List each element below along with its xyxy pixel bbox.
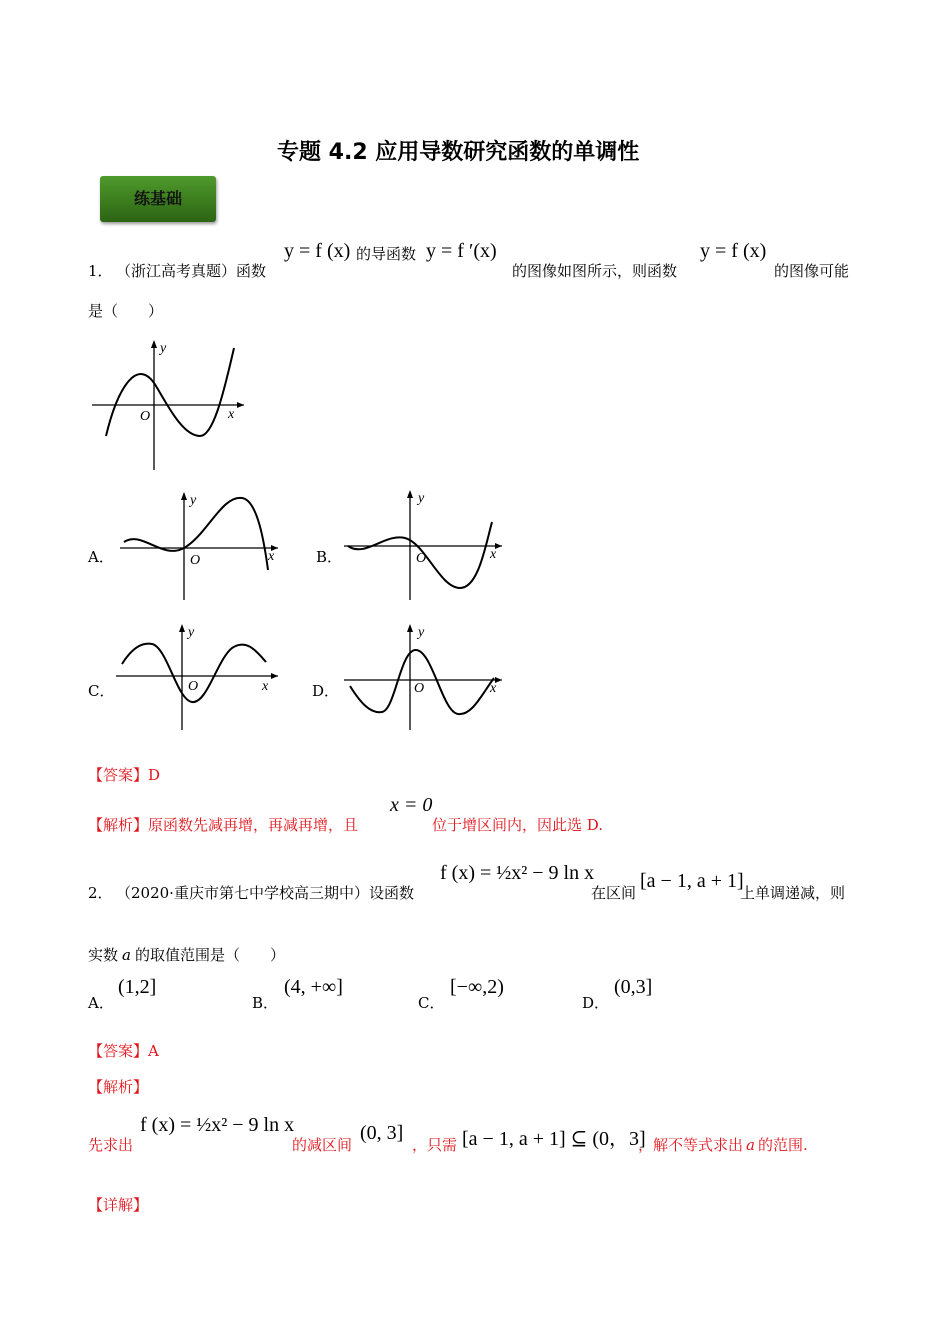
q2-line-2-pre: 实数	[88, 946, 119, 964]
q1-option-d: D．	[312, 682, 340, 700]
q1-source: （浙江高考真题）函数	[116, 262, 267, 280]
q1-mid-1: 的导函数	[356, 245, 417, 263]
q1-number: 1．	[88, 262, 113, 280]
q1-line-2: 是（ ）	[88, 302, 164, 320]
q2-option-c-math: [−∞,2)	[450, 976, 504, 998]
q1-option-b-graph	[340, 488, 512, 604]
q2-analysis-post-text: ，解不等式求出	[638, 1136, 744, 1154]
q2-answer: 【答案】A	[88, 1042, 159, 1060]
q2-detail: 【详解】	[88, 1196, 149, 1214]
axis-x-label: x	[268, 549, 275, 564]
axis-x-label: x	[490, 681, 497, 696]
q1-option-a: A．	[88, 548, 114, 566]
q2-line-2	[88, 944, 285, 965]
q2-analysis-post	[638, 1134, 808, 1155]
axis-y-label: y	[188, 625, 195, 640]
q2-option-a: A．	[88, 994, 114, 1012]
q1-option-a-graph	[112, 490, 284, 602]
axis-y-label: y	[418, 625, 425, 640]
section-badge	[100, 176, 216, 222]
axis-y-label: y	[418, 491, 425, 506]
q1-analysis-math	[390, 794, 432, 817]
q2-analysis-mid: 的减区间	[292, 1136, 353, 1154]
q2-option-d-math: (0,3]	[614, 976, 653, 998]
q2-option-c: C．	[418, 994, 445, 1012]
q2-mid: 在区间	[591, 884, 637, 902]
q1-math-1: y = f (x)	[284, 240, 351, 262]
q2-option-a-math: (1,2]	[118, 976, 157, 998]
q2-analysis-pre: 先求出	[88, 1136, 134, 1154]
q1-math-2: y = f ′(x)	[426, 240, 497, 262]
axis-x-label: x	[228, 407, 235, 422]
q1-math-3: y = f (x)	[700, 240, 767, 262]
q1-option-b: B．	[316, 548, 343, 566]
q2-option-d: D．	[582, 994, 610, 1012]
q1-option-c-graph	[112, 622, 284, 734]
q1-option-d-graph	[340, 622, 512, 734]
origin-label: O	[140, 409, 151, 424]
q2-interval: [a − 1, a + 1]	[640, 870, 744, 892]
q1-analysis-math-text: x = 0	[390, 794, 433, 816]
q2-analysis-label: 【解析】	[88, 1078, 149, 1096]
origin-label: O	[188, 679, 199, 694]
q2-source: （2020·重庆市第七中学校高三期中）设函数	[116, 884, 414, 902]
q2-analysis-interval: (0, 3]	[360, 1122, 404, 1144]
axis-y-label: y	[190, 493, 197, 508]
q2-analysis-func: f (x) = ½x² − 9 ln x	[140, 1114, 295, 1136]
q1-answer: 【答案】D	[88, 766, 161, 784]
q1-tail: 的图像可能	[774, 262, 850, 280]
q2-option-b-math: (4, +∞]	[284, 976, 343, 998]
q2-analysis-end: 的范围.	[757, 1136, 808, 1154]
axis-x-label: x	[490, 547, 497, 562]
q2-analysis-var: a	[746, 1136, 755, 1154]
page-title: 专题 4.2 应用导数研究函数的单调性	[277, 140, 640, 165]
q2-option-b: B．	[252, 994, 279, 1012]
q2-line-2-var: a	[122, 946, 131, 964]
q1-analysis-pre: 【解析】原函数先减再增，再减再增，且	[88, 816, 359, 834]
axis-x-label: x	[262, 679, 269, 694]
origin-label: O	[416, 551, 427, 566]
axis-y-label: y	[160, 341, 167, 356]
q2-func: f (x) = ½x² − 9 ln x	[440, 862, 595, 884]
q2-analysis-cond: [a − 1, a + 1] ⊆ (0，3]	[462, 1128, 646, 1150]
q1-analysis-post: 位于增区间内，因此选 D.	[432, 816, 604, 834]
origin-label: O	[190, 553, 201, 568]
q2-tail: 上单调递减，则	[740, 884, 846, 902]
q2-number: 2．	[88, 884, 113, 902]
q1-option-c: C．	[88, 682, 115, 700]
q1-mid-2: 的图像如图所示，则函数	[512, 262, 678, 280]
origin-label: O	[414, 681, 425, 696]
q2-analysis-mid-2: ，只需	[412, 1136, 458, 1154]
q2-line-2-post: 的取值范围是（ ）	[134, 946, 285, 964]
section-badge-label: 练基础	[133, 189, 182, 208]
q1-derivative-graph	[88, 336, 248, 472]
